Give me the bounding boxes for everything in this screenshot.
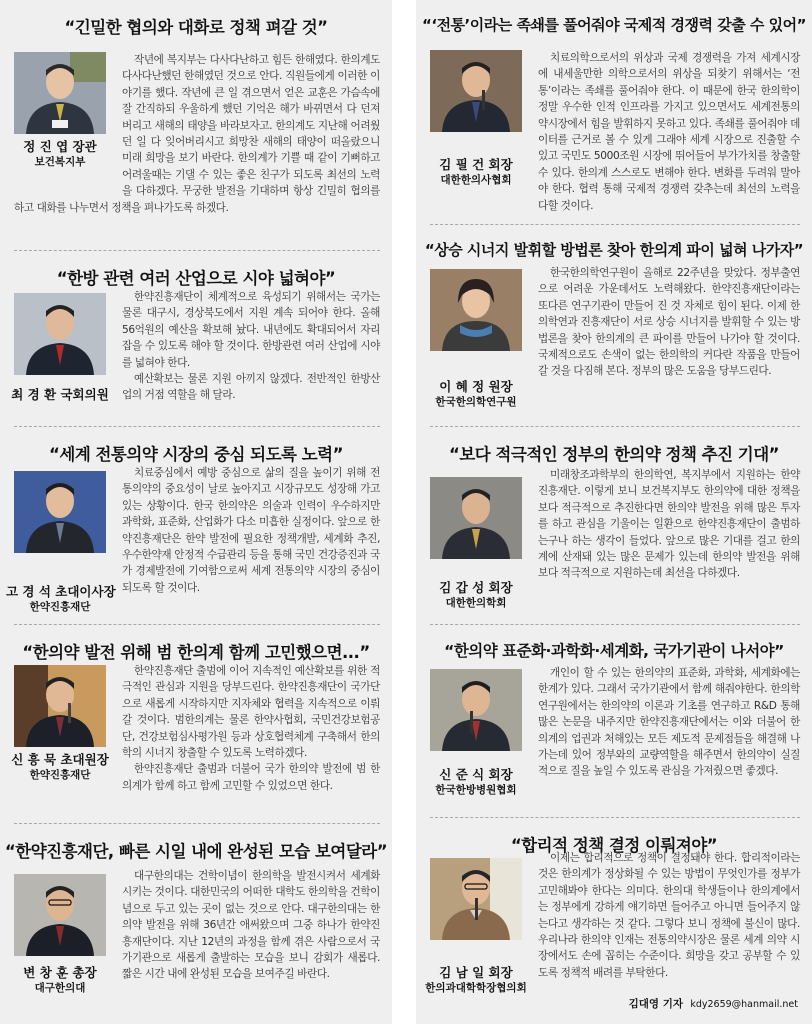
article-5 [0, 824, 392, 1024]
article-paragraph: 한약진흥재단 출범과 더불어 국가 한의약 발전에 범 한의계가 함께 하고 함께 고민할 수 있었으면 한다. [122, 763, 380, 792]
speaker-name: 신 흥 묵 초대원장 [11, 752, 109, 767]
speaker-org: 한약진흥재단 [29, 601, 91, 613]
article-paragraph: 치료의학으로서의 위상과 국제 경쟁력을 가져 세계시장에 내세울만한 의학으로서의 위상을 되찾기 위해서는 ‘전통’이라는 족쇄를 풀어줘야 한다. 이 때문에 한국 한의학이 정말 우수한 인적 인프라를 가지고 있으면서도 세계전통의약시장에서 힘을 발휘하지 못하고 있다. 족쇄를 풀어줘야 데이터를 근거로 볼 수 있게 그래야 세계 시장으로 진출할 수 있고 국민도 5000조원 시장에 뛰어들어 부가가치를 창출할 수 있다. 한의계 스스로도 변해야 한다. 변화를 두려워 말아야 한다. 협력 통해 국제적 경쟁력 갖추는데 최선의 노력을 다할 것이다. [538, 52, 800, 212]
article-body [14, 289, 380, 421]
speaker-name: 김 남 일 회장 [439, 965, 513, 980]
article-paragraph: 한약진흥재단 출범에 이어 지속적인 예산확보를 위한 적극적인 관심과 지원을 당부드린다. 한약진흥재단이 국가단으로 새롭게 시작하지만 지자체와 협력을 지속적으로 이뤄갈 것이다. 범한의계는 물론 한약사협회, 국민건강보험공단, 건강보험심사평가원 등과 상호협력체계 구축해서 한의학의 시너지 창출할 수 있도록 노력하겠다. [122, 665, 380, 760]
speaker-org: 한국한방병원협회 [435, 784, 517, 796]
speaker-org: 한국한의학연구원 [435, 396, 517, 408]
reporter-name: 김대영 기자 [628, 998, 683, 1010]
article-body [14, 52, 380, 216]
speaker-name: 이 혜 정 원장 [439, 379, 513, 394]
article-title: “한방 관련 여러 산업으로 시야 넓혀야” [56, 269, 336, 288]
right-column [416, 0, 812, 1024]
article-title: “합리적 정책 결정 이뤄져야” [510, 836, 718, 855]
article-body [430, 265, 800, 413]
article-paragraph: 작년에 복지부는 다사다난하고 힘든 한해였다. 한의계도 다사다난했던 한해였던 것으로 안다. 직원들에게 이러한 이야기를 했다. 작년에 큰 일 겪으면서 얻은 교훈은 가슴속에 잘 간직하되 우울하게 했던 기억은 해가 바뀌면서 다 던져버리고 새해의 태양을 바라보자고. 한의계도 지난해 어려웠던 일 다 잊어버리시고 희망찬 새해의 태양이 떠올랐으니 미래 희망을 보기 바란다. 한의계가 기쁠 때 같이 기뻐하고 어려울때는 기댈 수 있는 좋은 친구가 되도록 최선의 노력을 다하겠다. 무궁한 발전을 기대하며 항상 긴밀히 협의를 하고 대화를 나누면서 정책을 펴나가도록 하겠다. [14, 54, 380, 214]
article-body [14, 868, 380, 1000]
article-2 [0, 251, 392, 425]
left-column [0, 0, 392, 1024]
article-paragraph: 한약진흥재단이 체계적으로 육성되기 위해서는 국가는 물론 대구시, 경상북도에서 지원 계속 되어야 한다. 올해 56억원의 예산을 확보해 놨다. 내년에도 확대되어서 자리잡을 수 있도록 해야 할 것이다. 한방관련 여러 산업에 시야를 넓혀야 한다. [122, 291, 380, 369]
article-3 [0, 427, 392, 624]
article-6 [416, 0, 812, 223]
article-body [430, 50, 800, 214]
article-title: “‘전통’이라는 족쇄를 풀어줘야 국제적 경쟁력 갖출 수 있어” [422, 16, 806, 34]
article-title: “한약진흥재단, 빠른 시일 내에 완성된 모습 보여달라” [4, 842, 388, 861]
article-7 [416, 225, 812, 426]
article-title: “세계 전통의약 시장의 중심 되도록 노력” [49, 445, 343, 464]
article-body [430, 665, 800, 795]
article-8 [416, 427, 812, 624]
speaker-org: 한의과대학학장협의회 [425, 982, 527, 994]
article-body [14, 465, 380, 617]
article-paragraph: 대구한의대는 건학이념이 한의학을 발전시켜서 세계화 시키는 것이다. 대한민국의 어떠한 대학도 한의학을 건학이념으로 두고 있는 곳이 없는 것으로 안다. 대구한의대는 한의약 발전을 위해 36년간 애써왔으며 그중 하나가 한약진흥재단이다. 지난 12년의 과정을 함께 겪은 사람으로서 국가기관으로 새롭게 출발하는 모습을 보니 감회가 새롭다. 짧은 시간 내에 완성된 모습을 보여주길 바란다. [122, 870, 380, 981]
article-title: “보다 적극적인 정부의 한의약 정책 추진 기대” [448, 445, 780, 464]
article-paragraph: 개인이 할 수 있는 한의약의 표준화, 과학화, 세계화에는 한계가 있다. 그래서 국가기관에서 함께 해줘야한다. 한의학연구원에서는 한의약의 이론과 기초를 연구하고 R&D 통해 많은 논문을 내주지만 한약진흥재단에서는 이와 더불어 한의계의 업권과 처해있는 모든 제도적 문제점들을 해결해 나가는데 있어 정부와의 교량역할을 해주면서 한의약이 실질적으로 질을 높일 수 있도록 관심을 가져줬으면 좋겠다. [538, 667, 800, 778]
article-9 [416, 625, 812, 817]
article-4 [0, 625, 392, 823]
column-gutter [392, 0, 416, 1024]
article-title: “한의약 표준화·과학화·세계화, 국가기관이 나서야” [444, 642, 784, 660]
speaker-org: 대한한의사협회 [440, 174, 512, 186]
article-paragraph: 한국한의학연구원이 올해로 22주년을 맞았다. 정부출연으로 어려운 가운데서도 노력해왔다. 한약진흥재단이라는 또다른 연구기관이 만들어 진 것 자체로 힘이 된다. 이제 한의학연과 진흥재단이 서로 상승 시너지를 발휘할 수 있는 방법론을 찾아 한의계의 큰 파이를 만들어 나가야 할 것이다. 국제적으로도 손색이 없는 한의학의 커다란 작품을 만들어 갈 것을 다짐해 본다. 정부의 많은 도움을 당부드린다. [538, 267, 800, 378]
speaker-org: 대한한의학회 [445, 597, 507, 609]
speaker-name: 김 필 건 회장 [439, 157, 513, 172]
article-paragraph: 미래창조과학부의 한의학연, 복지부에서 지원하는 한약진흥재단. 이렇게 보니 보건복지부도 한의약에 대한 정책을 보다 적극적으로 추진한다면 한의약 발전을 위해 많은 투자를 하고 관심을 기울이는 일환으로 한약진흥재단이 출범하는구나 하는 생각이 들었다. 앞으로 많은 기대를 걸고 한의계에 산재돼 있는 많은 문제가 있는데 한의약 발전을 위해 보다 적극적으로 지원하는데 최선을 다하겠다. [538, 469, 800, 580]
speaker-name: 변 창 훈 총장 [23, 965, 97, 980]
speaker-name: 김 갑 성 회장 [439, 580, 513, 595]
article-paragraph: 예산확보는 물론 지원 아끼지 않겠다. 전반적인 한방산업의 거점 역할을 해 달라. [122, 373, 380, 402]
speaker-name: 고 경 석 초대이사장 [6, 584, 116, 599]
article-title: “상승 시너지 발휘할 방법론 찾아 한의계 파이 넓혀 나가자” [424, 241, 804, 259]
article-10 [416, 818, 812, 1024]
speaker-name: 최 경 환 국회의원 [11, 387, 109, 402]
article-title: “긴밀한 협의와 대화로 정책 펴갈 것” [64, 18, 328, 37]
reporter-email[interactable]: kdy2659@hanmail.net [690, 999, 798, 1010]
article-body [430, 467, 800, 615]
article-body [14, 663, 380, 794]
article-paragraph: 치료중심에서 예방 중심으로 삶의 질을 높이기 위해 전통의약의 중요성이 날로 높아지고 시장규모도 성장해 가고 있는 상황이다. 한국 한의약은 의술과 인력이 우수하지만 과학화, 표준화, 산업화가 다소 미흡한 실정이다. 앞으로 한약진흥재단은 한약 발전에 필요한 정책개발, 세계화 추진, 우수한약재 안정적 수급관리 등을 통해 국민 건강증진과 국가 경제발전에 기여함으로써 세계 전통의약 시장의 중심이 되도록 할 것이다. [122, 467, 380, 594]
article-paragraph: 이제는 합리적으로 정책이 결정돼야 한다. 합리적이라는 것은 한의계가 정상화될 수 있는 방법이 무엇인가를 정부가 고민해봐야 한다는 의미다. 한의대 학생들이나 한의계에서는 정부에게 강하게 얘기하면 들어주고 아니면 들어주지 않는다고 생각하는 것 같다. 그렇다 보니 정책에 불신이 많다. 우리나라 한의약 인재는 전통의약시장은 물론 세계 의약 시장에서도 손에 꼽히는 수준이다. 희망을 갖고 공부할 수 있도록 정책적 배려를 부탁한다. [538, 852, 800, 979]
article-1 [0, 0, 392, 250]
article-title: “한의약 발전 위해 범 한의계 함께 고민했으면...” [22, 643, 370, 662]
speaker-org: 대구한의대 [34, 982, 86, 994]
speaker-name: 신 준 식 회장 [439, 767, 513, 782]
speaker-name: 정 진 엽 장관 [23, 139, 97, 154]
speaker-org: 보건복지부 [34, 156, 86, 168]
article-body [430, 850, 800, 998]
speaker-org: 한약진흥재단 [29, 769, 91, 781]
reporter-byline [629, 996, 798, 1011]
